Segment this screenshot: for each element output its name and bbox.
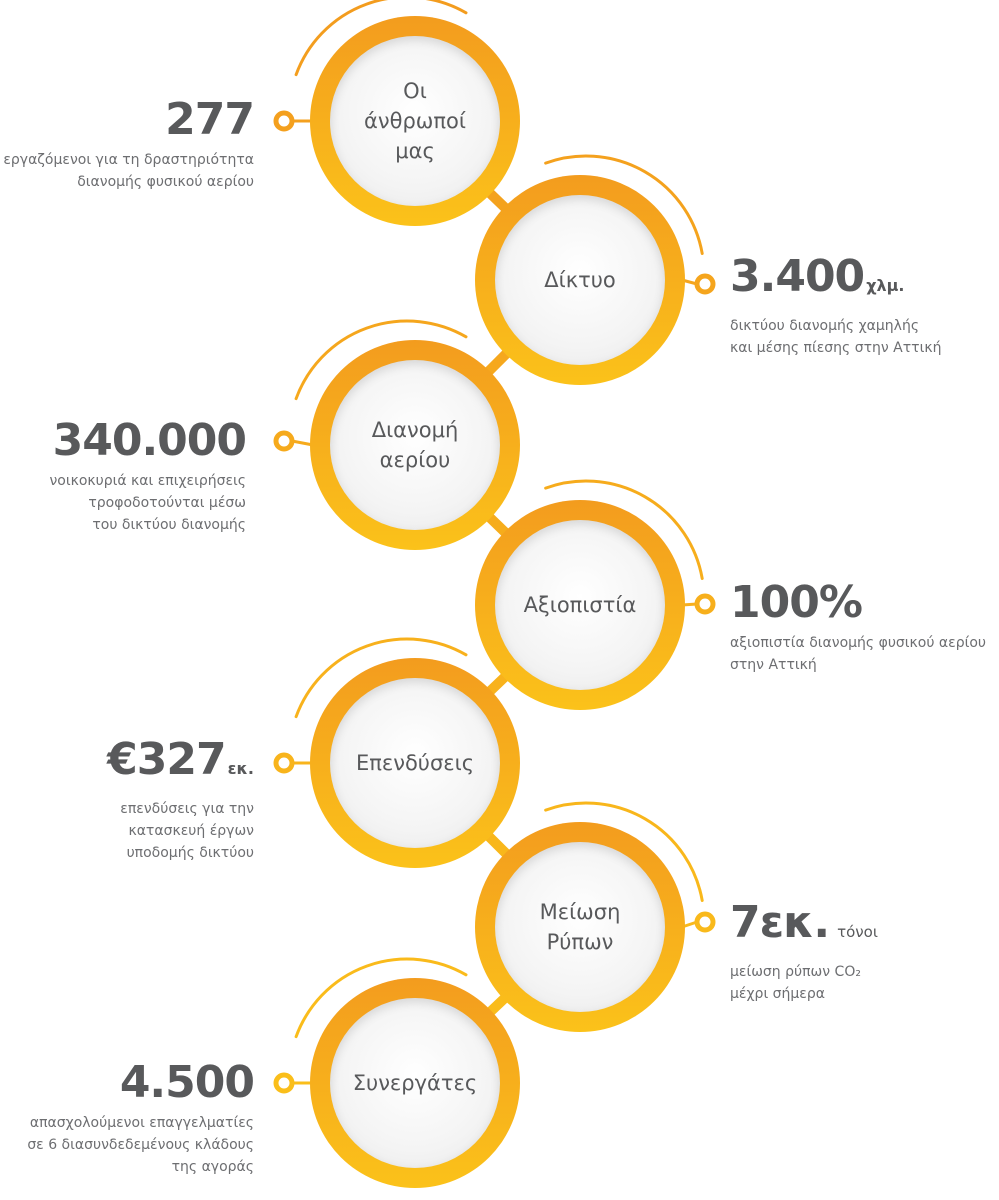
- node-network: [475, 175, 685, 385]
- stat-reliability: [730, 578, 995, 676]
- stat-partners: [0, 1058, 254, 1178]
- node-distribution: [310, 340, 520, 550]
- node-investments: [310, 658, 520, 868]
- stat-description: επενδύσεις για την κατασκευή έργων υποδομής δικτύου: [120, 801, 254, 861]
- stat-investments: [0, 735, 254, 864]
- stat-unit: εκ.: [227, 759, 254, 778]
- stat-employees: [0, 95, 254, 193]
- stat-description: εργαζόμενοι για τη δραστηριότητα διανομής φυσικού αερίου: [3, 152, 254, 190]
- stat-dot: [697, 596, 713, 612]
- stat-dot: [697, 914, 713, 930]
- stat-dot: [276, 433, 292, 449]
- node-people: [310, 16, 520, 226]
- stat-dot: [276, 113, 292, 129]
- node-label: Μείωση Ρύπων: [539, 900, 621, 954]
- stat-value: 3.400: [730, 251, 865, 302]
- stat-emissions: [730, 898, 990, 1005]
- stat-unit: χλμ.: [866, 276, 905, 295]
- node-emissions: [475, 822, 685, 1032]
- stat-network-length: [730, 252, 990, 359]
- stat-value: 7εκ.: [730, 897, 830, 948]
- stat-dot: [276, 755, 292, 771]
- stat-dot: [276, 1075, 292, 1091]
- stat-description: απασχολούμενοι επαγγελματίες σε 6 διασυνδεδεμένους κλάδους της αγοράς: [27, 1115, 254, 1175]
- stat-dot: [697, 276, 713, 292]
- stat-value: 100%: [730, 577, 862, 628]
- stat-value: 4.500: [119, 1057, 254, 1108]
- stat-households: [0, 416, 246, 536]
- stat-description: δικτύου διανομής χαμηλής και μέσης πίεσης στην Αττική: [730, 318, 942, 356]
- stat-value: €327: [107, 734, 226, 785]
- stat-value: 340.000: [52, 415, 246, 466]
- node-label: Συνεργάτες: [352, 1071, 478, 1095]
- stat-value: 277: [165, 94, 254, 145]
- node-label: Επενδύσεις: [355, 751, 475, 775]
- node-reliability: [475, 500, 685, 710]
- node-label: Αξιοπιστία: [523, 593, 637, 617]
- stat-description: μείωση ρύπων CO₂ μέχρι σήμερα: [730, 964, 861, 1002]
- node-label: Δίκτυο: [544, 268, 616, 292]
- stat-unit: τόνοι: [837, 923, 878, 941]
- node-label: Διανομή αερίου: [371, 418, 459, 472]
- node-label: Οι άνθρωποί μας: [364, 79, 466, 163]
- stat-description: νοικοκυριά και επιχειρήσεις τροφοδοτούνται μέσω του δικτύου διανομής: [49, 473, 246, 533]
- stat-description: αξιοπιστία διανομής φυσικού αερίου στην Αττική: [730, 635, 986, 673]
- node-partners: [310, 978, 520, 1188]
